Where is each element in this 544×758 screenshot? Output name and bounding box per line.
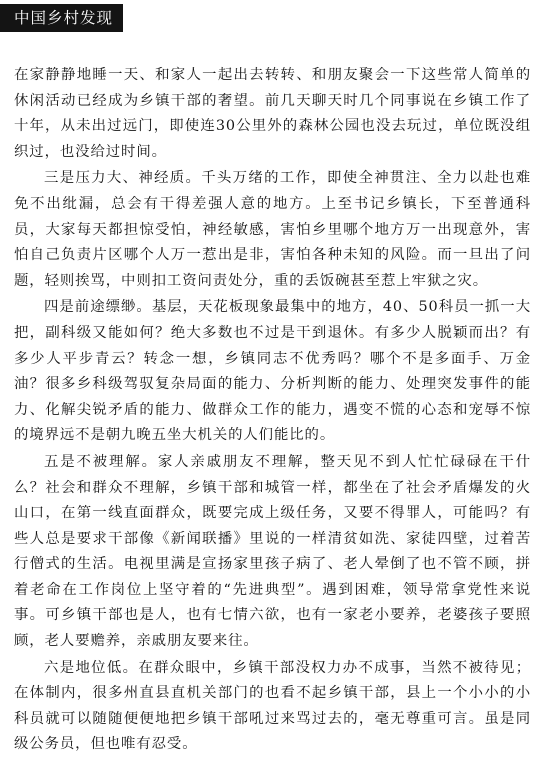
section-label: 中国乡村发现 — [0, 4, 123, 32]
article-paragraph-2: 三是压力大、神经质。千头万绪的工作，即使全神贯注、全力以赴也难免不出纰漏，总会有干得差强人意的地方。上至书记乡镇长，下至普通科员，大家每天都担惊受怕，神经敏感，害怕乡里哪个地方万一出现意外，害怕自己负责片区哪个人万一惹出是非，害怕各种未知的风险。而一旦出了问题，轻则挨骂，中则扣工资问责处分，重的丢饭碗甚至惹上牢狱之灾。 — [14, 170, 531, 289]
article-body — [14, 63, 531, 758]
article-paragraph-4: 五是不被理解。家人亲戚朋友不理解，整天见不到人忙忙碌碌在干什么？社会和群众不理解，乡镇干部和城管一样，都坐在了社会矛盾爆发的火山口，在第一线直面群众，既要完成上级任务，又要不得罪人，可能吗？有些人总是要求干部像《新闻联播》里说的一样清贫如洗、家徒四壁，过着苦行僧式的生活。电视里满是宣扬家里孩子病了、老人晕倒了也不管不顾，拼着老命在工作岗位上坚守着的“先进典型”。遇到困难，领导常拿党性来说事。可乡镇干部也是人，也有七情六欲，也有一家老小要养，老婆孩子要照顾，老人要赡养，亲戚朋友要来往。 — [14, 453, 531, 650]
article-paragraph-5: 六是地位低。在群众眼中，乡镇干部没权力办不成事，当然不被待见；在体制内，很多州直县直机关部门的也看不起乡镇干部，县上一个小小的小科员就可以随随便便地把乡镇干部吼过来骂过去的，毫无尊重可言。虽是同级公务员，但也唯有忍受。 — [14, 659, 531, 753]
article-paragraph-3: 四是前途缥缈。基层，天花板现象最集中的地方，40、50科员一抓一大把，副科级又能如何？绝大多数也不过是干到退休。有多少人脱颖而出？有多少人平步青云？转念一想，乡镇同志不优秀吗？哪个不是多面手、万金油？很多乡科级驾驭复杂局面的能力、分析判断的能力、处理突发事件的能力、化解尖锐矛盾的能力、做群众工作的能力，遇变不慌的心态和宠辱不惊的境界远不是朝九晚五坐大机关的人们能比的。 — [14, 299, 531, 444]
article-paragraph-1: 在家静静地睡一天、和家人一起出去转转、和朋友聚会一下这些常人简单的休闲活动已经成为乡镇干部的奢望。前几天聊天时几个同事说在乡镇工作了十年，从未出过远门，即使连30公里外的森林公园也没去玩过，单位既没组织过，也没给过时间。 — [14, 67, 531, 160]
